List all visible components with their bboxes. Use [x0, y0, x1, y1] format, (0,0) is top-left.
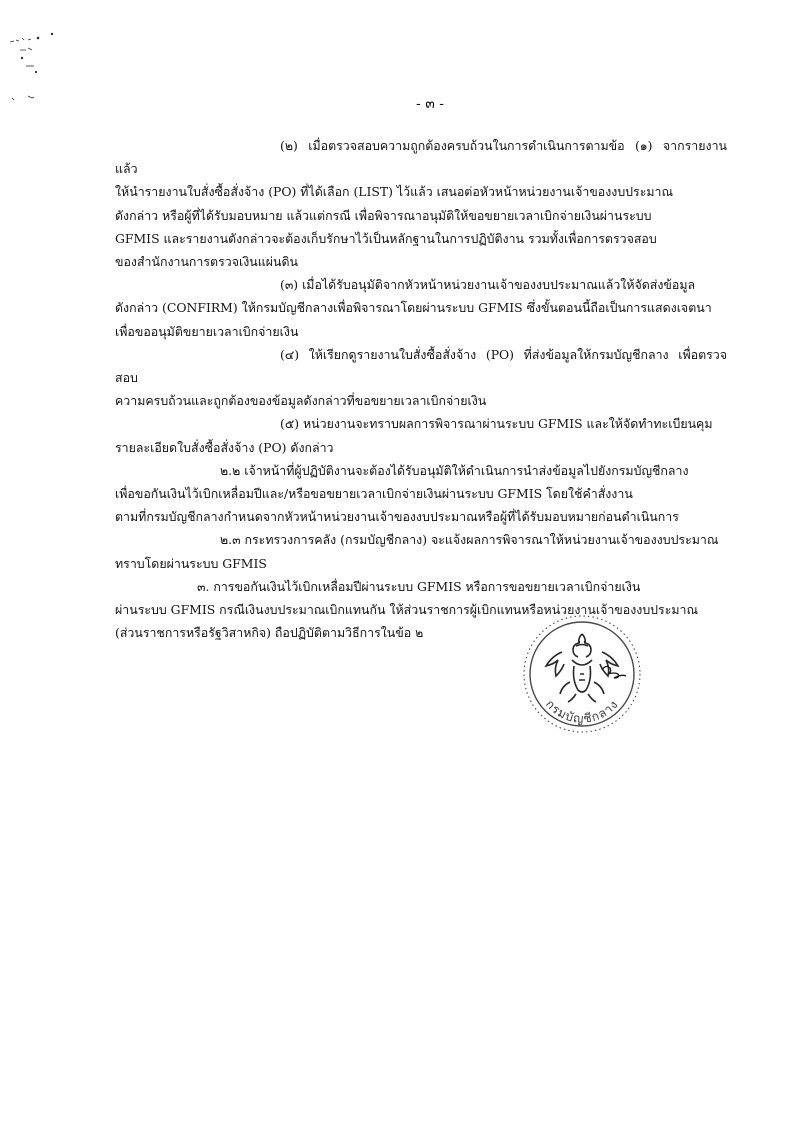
text-line: ๒.๒ เจ้าหน้าที่ผู้ปฏิบัติงานจะต้องได้รับอนุมัติให้ดำเนินการนำส่งข้อมูลไปยังกรมบัญชีกลาง: [220, 462, 689, 478]
text-line: ให้นำรายงานใบสั่งซื้อสั่งจ้าง (PO) ที่ได้เลือก (LIST) ไว้แล้ว เสนอต่อหัวหน้าหน่วยงานเจ้าของงบประมาณ: [115, 184, 673, 200]
document-body: [115, 134, 727, 644]
text-line: เพื่อขอกันเงินไว้เบิกเหลื่อมปีและ/หรือขอขยายเวลาเบิกจ่ายเงินผ่านระบบ GFMIS โดยใช้คำสั่งงาน: [115, 486, 633, 502]
text-line: ๓. การขอกันเงินไว้เบิกเหลื่อมปีผ่านระบบ GFMIS หรือการขอขยายเวลาเบิกจ่ายเงิน: [197, 578, 641, 594]
text-line: ๒.๓ กระทรวงการคลัง (กรมบัญชีกลาง) จะแจ้งผลการพิจารณาให้หน่วยงานเจ้าของงบประมาณ: [220, 532, 719, 548]
paragraph: [115, 343, 727, 413]
text-line: ความครบถ้วนและถูกต้องของข้อมูลดังกล่าวที่ขอขยายเวลาเบิกจ่ายเงิน: [115, 393, 487, 409]
paragraph: [115, 528, 727, 574]
paragraph: [115, 412, 727, 458]
text-line: (๔) ให้เรียกดูรายงานใบสั่งซื้อสั่งจ้าง (PO) ที่ส่งข้อมูลให้กรมบัญชีกลาง เพื่อตรวจสอบ: [115, 346, 727, 386]
text-line: รายละเอียดใบสั่งซื้อสั่งจ้าง (PO) ดังกล่าว: [115, 439, 334, 455]
text-line: ดังกล่าว (CONFIRM) ให้กรมบัญชีกลางเพื่อพิจารณาโดยผ่านระบบ GFMIS ซึ่งขั้นตอนนี้ถือเป็นการแสดงเจตนา: [115, 300, 712, 316]
text-line: ดังกล่าว หรือผู้ที่ได้รับมอบหมาย แล้วแต่กรณี เพื่อพิจารณาอนุมัติให้ขอขยายเวลาเบิกจ่ายเงินผ่านระบบ: [115, 207, 652, 223]
text-line: ทราบโดยผ่านระบบ GFMIS: [115, 555, 267, 571]
text-line: ตามที่กรมบัญชีกลางกำหนดจากหัวหน้าหน่วยงานเจ้าของงบประมาณหรือผู้ที่ได้รับมอบหมายก่อนดำเนินการ: [115, 509, 679, 525]
paragraph: [115, 459, 727, 529]
text-line: ผ่านระบบ GFMIS กรณีเงินงบประมาณเบิกแทนกัน ให้ส่วนราชการผู้เบิกแทนหรือหน่วยงานเจ้าของงบประมาณ: [115, 602, 698, 618]
text-line: เพื่อขออนุมัติขยายเวลาเบิกจ่ายเงิน: [115, 323, 299, 339]
paragraph: [115, 134, 727, 273]
text-line: GFMIS และรายงานดังกล่าวจะต้องเก็บรักษาไว้เป็นหลักฐานในการปฏิบัติงาน รวมทั้งเพื่อการตรวจสอบ: [115, 230, 657, 246]
text-line: (๕) หน่วยงานจะทราบผลการพิจารณาผ่านระบบ GFMIS และให้จัดทำทะเบียนคุม: [280, 416, 713, 432]
text-line: ของสำนักงานการตรวจเงินแผ่นดิน: [115, 254, 298, 270]
page-number: - ๓ -: [416, 96, 444, 112]
text-line: (ส่วนราชการหรือรัฐวิสาหกิจ) ถือปฏิบัติตามวิธีการในข้อ ๒: [115, 625, 424, 641]
text-line: (๓) เมื่อได้รับอนุมัติจากหัวหน้าหน่วยงานเจ้าของงบประมาณแล้วให้จัดส่งข้อมูล: [280, 277, 696, 293]
svg-text:กรมบัญชีกลาง: [543, 697, 621, 726]
text-line: (๒) เมื่อตรวจสอบความถูกต้องครบถ้วนในการดำเนินการตามข้อ (๑) จากรายงานแล้ว: [115, 138, 727, 177]
paragraph: [115, 273, 727, 343]
official-seal: [510, 612, 660, 737]
seal-text: กรมบัญชีกลาง: [542, 696, 622, 726]
